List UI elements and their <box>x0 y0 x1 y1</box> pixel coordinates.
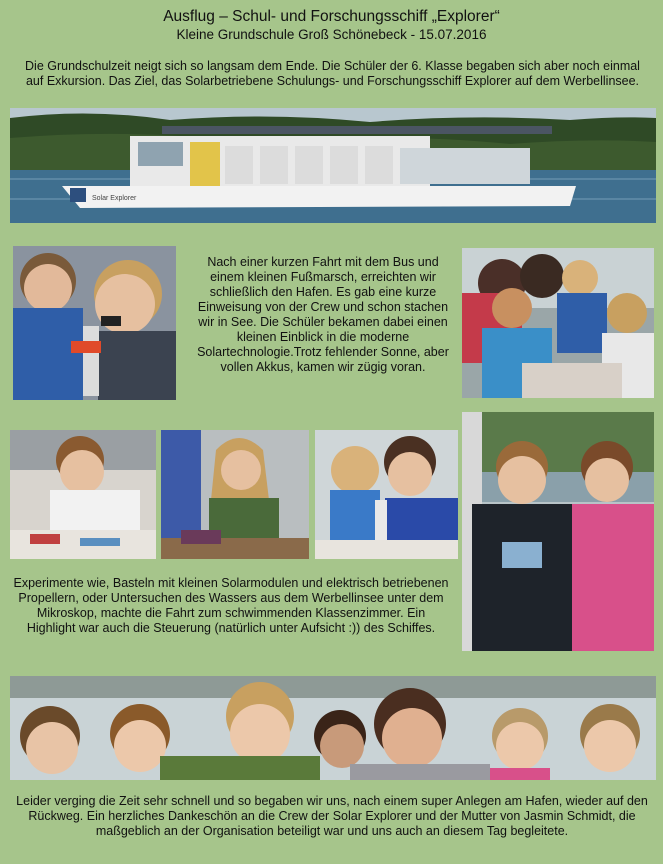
microscope-photo <box>13 246 176 400</box>
crafting-photo-2 <box>161 430 309 559</box>
experiments-paragraph: Experimente wie, Basteln mit kleinen Solarmodulen und elektrisch betriebenen Propellern, oder Untersuchen des Wassers aus dem Werbellinsee unter dem Mikroskop, machte die Fahrt zum schwimmenden Klassenzimmer. Ein Highlight war auch die Steuerung (natürlich unter Aufsicht :)) des Schiffes. <box>13 576 449 635</box>
crafting-photo-1 <box>10 430 156 559</box>
trip-paragraph: Nach einer kurzen Fahrt mit dem Bus und einem kleinen Fußmarsch, erreichten wir schließlich den Hafen. Es gab eine kurze Einweisung von der Crew und schon stachen wir in See. Die Schüler bekamen dabei einen kleinen Einblick in die moderne Solartechnologie.Trotz fehlender Sonne, aber vollen Akkus, kamen wir zügig voran. <box>197 255 449 374</box>
intro-paragraph: Die Grundschulzeit neigt sich so langsam dem Ende. Die Schüler der 6. Klasse begaben sich aber noch einmal auf Exkursion. Das Ziel, das Solarbetriebene Schulungs- und Forschungsschiff Explorer auf dem Werbellinsee. <box>25 59 640 88</box>
group-table-photo <box>462 248 654 398</box>
footer-paragraph: Leider verging die Zeit sehr schnell und so begaben wir uns, nach einem super Anlegen am Hafen, wieder auf den Rückweg. Ein herzliches Dankeschön an die Crew der Solar Explorer und der Mutter von Jasmin Schmidt, die maßgeblich an der Organisation beteiligt war und uns auch an diesem Tag begleitete. <box>16 794 648 838</box>
page-title: Ausflug – Schul- und Forschungsschiff „Explorer“ <box>163 8 500 25</box>
microscope-photo-2 <box>315 430 458 559</box>
page-subtitle: Kleine Grundschule Groß Schönebeck - 15.07.2016 <box>176 27 487 42</box>
group-selfie-photo <box>10 676 656 780</box>
boat-name-text: Solar Explorer <box>92 195 137 202</box>
teens-on-deck-photo <box>462 412 654 651</box>
boat-photo <box>10 108 656 223</box>
